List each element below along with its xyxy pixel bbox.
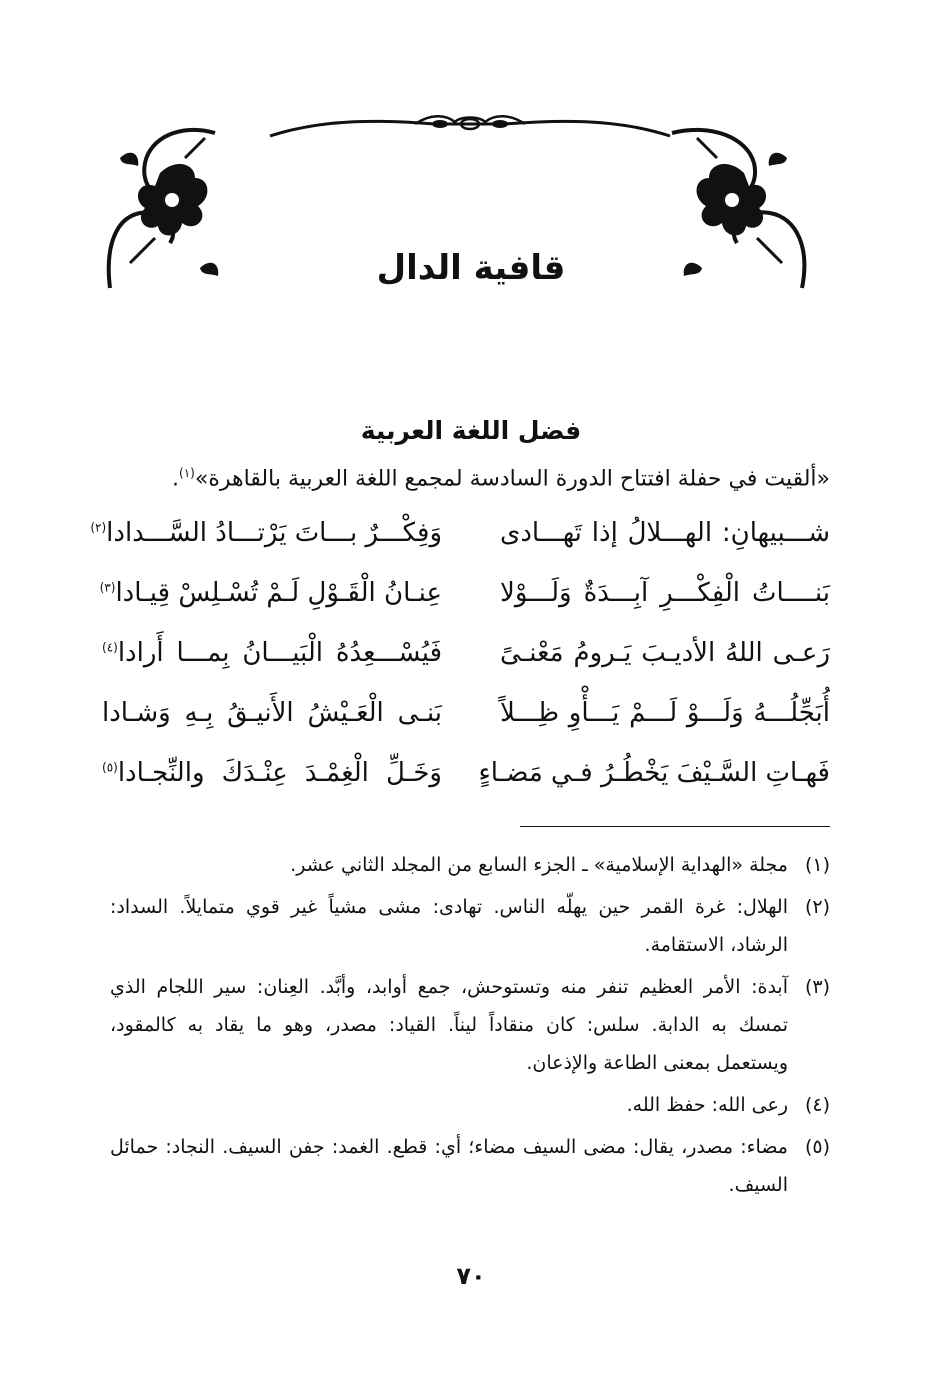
poem-introduction	[110, 466, 830, 491]
verse-first-hemistich: شـــبيهانِ: الهـــلالُ إذا تَهـــادى	[500, 518, 830, 548]
poem-title: فضل اللغة العربية	[360, 416, 582, 445]
verse-second-hemistich	[102, 698, 442, 728]
verse-first-hemistich: بَنــــاتُ الْفِكْـــرِ آبِـــدَةٌ وَلَـــوْلا	[500, 578, 830, 608]
intro-text: «ألقيت في حفلة افتتاح الدورة السادسة لمجمع اللغة العربية بالقاهرة»	[194, 466, 830, 492]
footnote-number: (٣)	[804, 976, 830, 998]
hemistich-text: فَيُسْـــعِدُهُ الْبَيـــانُ بِمـــا أَرادا	[117, 638, 442, 668]
hemistich-text: وَفِكْـــرٌ بـــاتَ يَرْتـــادُ السَّـــدادا	[106, 518, 442, 548]
footnote-text: رعى الله: حفظ الله.	[626, 1094, 788, 1116]
footnote-item	[110, 888, 830, 964]
verse-first-hemistich: أُبَجِّلُـــهُ وَلَـــوْ لَـــمْ يَـــأْوِ ظِـــلاً	[500, 698, 830, 728]
top-flourish-ornament	[265, 108, 675, 143]
verse-first-hemistich: رَعـى اللهُ الأديـبَ يَـرومُ مَعْنـىً	[500, 638, 830, 668]
footnote-item	[110, 1128, 830, 1204]
footnote-item	[110, 1086, 830, 1124]
verse-line	[0, 758, 942, 814]
intro-end: .	[172, 466, 180, 492]
footnote-number: (٢)	[804, 896, 830, 918]
footnote-number: (١)	[804, 854, 830, 876]
verse-first-hemistich: فَهـاتِ السَّـيْفَ يَخْطُـرُ فـي مَضـاءٍ	[478, 758, 830, 788]
verse-second-hemistich	[102, 758, 442, 788]
page-number: ٧٠	[456, 1262, 486, 1290]
verse-line	[0, 638, 942, 694]
footnote-text: مجلة «الهداية الإسلامية» ـ الجزء السابع من المجلد الثاني عشر.	[290, 854, 788, 876]
hemistich-text: وَخَـلِّ الْغِمْـدَ عِنْـدَكَ والنِّجـادا	[117, 758, 442, 788]
verse-second-hemistich	[99, 578, 442, 608]
footnote-item	[110, 968, 830, 1082]
verse-line	[0, 578, 942, 634]
chapter-title: قافية الدال	[376, 248, 566, 288]
footnote-text: الهلال: غرة القمر حين يهلّه الناس. تهادى: مشى مشياً غير قوي متمايلاً. السداد: الرشاد، الاستقامة.	[110, 896, 788, 956]
footnote-item	[110, 846, 830, 884]
footnote-text: مضاء: مصدر، يقال: مضى السيف مضاء؛ أي: قطع. الغمد: جفن السيف. النجاد: حمائل السيف.	[110, 1136, 788, 1196]
footnotes	[110, 846, 830, 1208]
verse-line	[0, 518, 942, 574]
intro-footnote-marker: (١)	[179, 466, 195, 480]
hemistich-text: عِنـانُ الْقَـوْلِ لَـمْ تُسْـلِسْ قِيـادا	[115, 578, 442, 608]
verse-footnote-marker: (٢)	[90, 520, 107, 535]
footnote-text: آبدة: الأمر العظيم تنفر منه وتستوحش، جمع أوابد، وأبَّد. العِنان: سير اللجام الذي تمسك به الدابة. سلس: كان منقاداً ليناً. القياد: مصدر، وهو ما يقاد به كالمقود، ويستعمل بمعنى الطاعة والإذعان.	[110, 976, 788, 1074]
verse-footnote-marker: (٣)	[99, 580, 116, 595]
verse-second-hemistich	[102, 638, 442, 668]
verse-footnote-marker: (٤)	[102, 640, 118, 655]
verse-line	[0, 698, 942, 754]
verse-second-hemistich	[90, 518, 442, 548]
footnote-number: (٥)	[804, 1136, 830, 1158]
footnote-number: (٤)	[804, 1094, 830, 1116]
hemistich-text: بَنـى الْعَـيْشُ الأَنيـقُ بِـهِ وَشـادا	[102, 698, 442, 728]
verse-footnote-marker: (٥)	[102, 760, 118, 775]
footnote-divider	[520, 826, 830, 827]
